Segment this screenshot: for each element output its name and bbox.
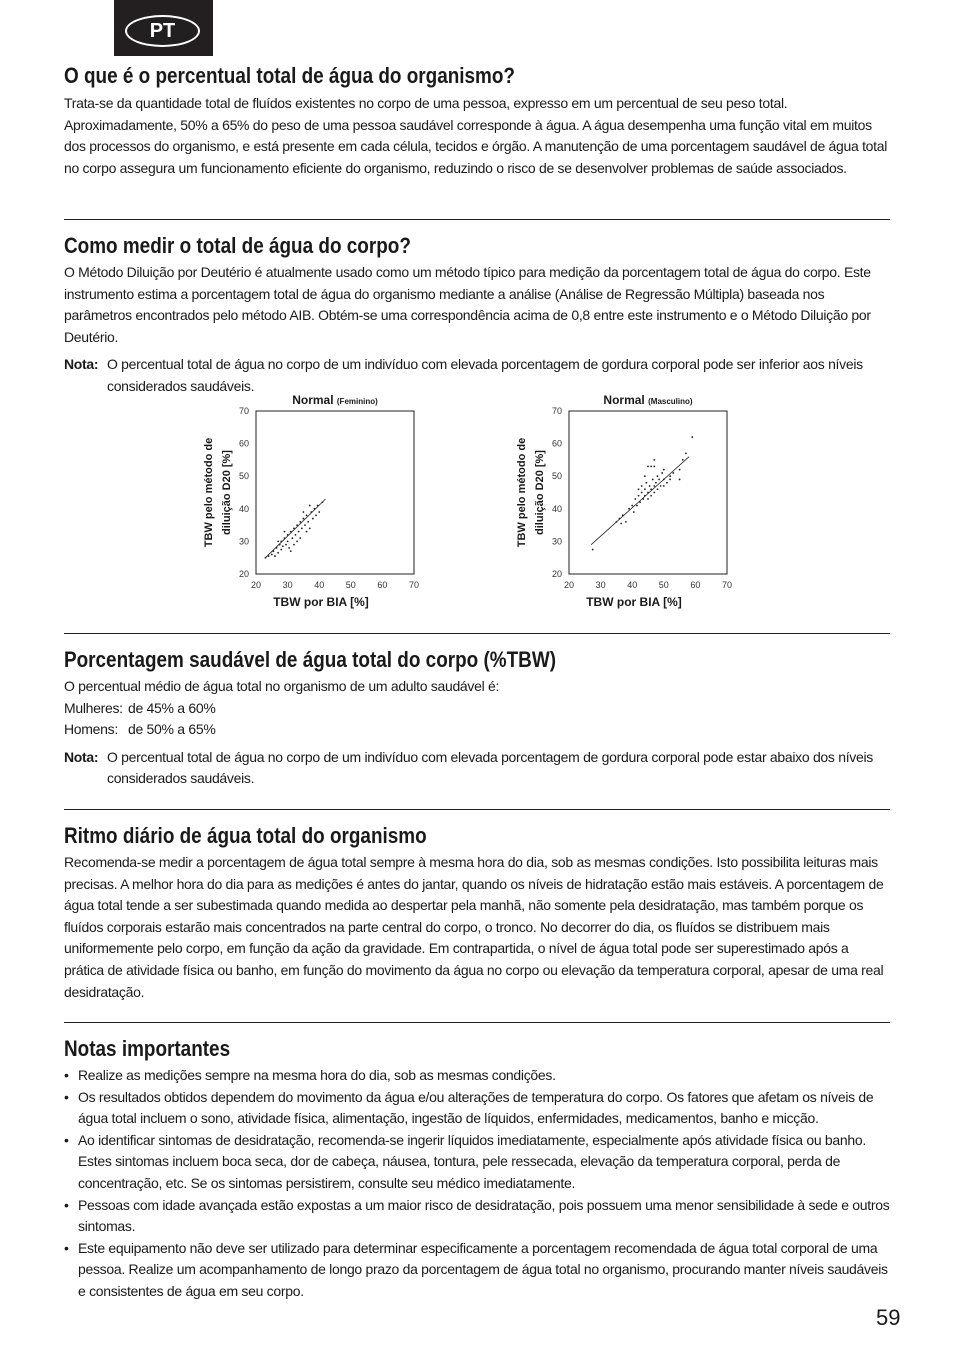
data-point [296, 524, 298, 526]
data-point [620, 523, 622, 525]
data-point [276, 547, 278, 549]
data-point [631, 505, 633, 507]
language-tag-label: PT [125, 15, 200, 47]
data-point [288, 547, 290, 549]
data-point [296, 541, 298, 543]
data-point [285, 544, 287, 546]
data-point [653, 485, 655, 487]
data-point [592, 549, 594, 551]
y-axis-label: TBW pelo método de [203, 437, 215, 548]
list-item-text: Os resultados obtidos dependem do movimento da água e/ou alterações de temperatura do corpo. Os fatores que afetam os níveis de água total incluem o sono, atividade física, alimentação, ingestão de líquidos, enfermidades, medicamentos, banho e micção. [78, 1088, 874, 1127]
list-item-text: Este equipamento não deve ser utilizado para determinar especificamente a porcentagem recomendada de água total corporal de uma pessoa. Realize um acompanhamento de longo prazo da porcentagem de água total no organismo, procurando manter níveis saudáveis e consistentes de água em seu corpo. [78, 1239, 888, 1299]
chart-subtitle: (Masculino) [648, 397, 693, 406]
bullet-icon: • [64, 1196, 69, 1213]
data-point [271, 554, 273, 556]
data-point [268, 555, 270, 557]
x-tick-label: 20 [250, 580, 262, 590]
data-point [691, 436, 693, 438]
data-point [679, 469, 681, 471]
data-point [619, 518, 621, 520]
regression-line [591, 457, 689, 545]
men-range [64, 719, 890, 741]
data-point [663, 469, 665, 471]
y-axis-label: diluição D20 [%] [534, 450, 546, 535]
y-tick-label: 60 [238, 438, 249, 449]
section-how-to-measure [64, 233, 890, 398]
data-point [669, 475, 671, 477]
data-point [669, 479, 671, 481]
data-point [649, 485, 651, 487]
y-tick-label: 40 [551, 503, 562, 514]
x-tick-label: 20 [563, 580, 575, 590]
data-point [655, 482, 657, 484]
note [64, 747, 890, 790]
data-point [658, 479, 660, 481]
data-point [277, 541, 279, 543]
data-point [660, 485, 662, 487]
chart-title-text: Normal [603, 393, 649, 407]
data-point [314, 508, 316, 510]
data-point [282, 545, 284, 547]
data-point [657, 475, 659, 477]
section-body: Trata-se da quantidade total de fluídos existentes no corpo de uma pessoa, expresso em um percentual de seu peso total. Aproximadamente, 50% a 65% do peso de uma pessoa saudável corresponde à água. A água desempenha uma função vital em muitos dos processos do organismo, e está presente em cada célula, tecidos e órgão. A manutenção de uma porcentagem saudável de água total no corpo assegura um funcionamento eficiente do organismo, reduzindo o risco de se desenvolver problemas de saúde associados. [64, 95, 888, 176]
chart-male [503, 388, 743, 616]
chart-title [603, 393, 692, 407]
note-text: O percentual total de água no corpo de um indivíduo com elevada porcentagem de gordura corporal pode ser inferior aos níveis considerados saudáveis. [107, 356, 863, 394]
divider [64, 809, 890, 810]
data-point [644, 475, 646, 477]
data-point [638, 488, 640, 490]
data-point [650, 466, 652, 468]
x-tick-label: 70 [721, 580, 733, 590]
data-point [303, 518, 305, 520]
data-point [641, 485, 643, 487]
data-point [317, 505, 319, 507]
section-important-notes [64, 1036, 890, 1303]
data-point [644, 488, 646, 490]
data-point [622, 514, 624, 516]
x-tick-label: 30 [282, 580, 293, 590]
page-number: 59 [876, 1305, 901, 1330]
chart-title-text: Normal [292, 393, 337, 407]
data-point [653, 466, 655, 468]
x-tick-label: 60 [377, 580, 388, 590]
data-point [647, 492, 649, 494]
list-item [64, 1087, 890, 1130]
data-point [284, 537, 286, 539]
data-point [310, 511, 312, 513]
data-point [279, 544, 281, 546]
y-axis-label: TBW pelo método de [516, 437, 528, 548]
y-tick-label: 70 [551, 406, 562, 416]
section-title: Como medir o total de água do corpo? [64, 233, 411, 258]
data-point [307, 521, 309, 523]
data-point [277, 552, 279, 554]
list-item-text: Pessoas com idade avançada estão expostas a um maior risco de desidratação, pois possuem uma menor sensibilidade à sede e outros sintomas. [78, 1196, 890, 1235]
data-point [663, 485, 665, 487]
data-point [304, 524, 306, 526]
data-point [291, 537, 293, 539]
chart-title [292, 393, 378, 407]
data-point [661, 472, 663, 474]
data-point [646, 482, 648, 484]
data-point [633, 511, 635, 513]
data-point [295, 534, 297, 536]
data-point [672, 472, 674, 474]
data-point [642, 498, 644, 500]
data-point [309, 505, 311, 507]
bullet-icon: • [64, 1239, 69, 1256]
data-point [306, 514, 308, 516]
bullet-icon: • [64, 1067, 69, 1083]
x-tick-label: 70 [408, 580, 420, 590]
note [64, 354, 890, 397]
data-point [666, 482, 668, 484]
women-value: de 45% a 60% [128, 699, 216, 716]
data-point [265, 557, 267, 559]
section-healthy-tbw [64, 647, 890, 790]
data-point [641, 492, 643, 494]
note-text: O percentual total de água no corpo de um indivíduo com elevada porcentagem de gordura corporal pode estar abaixo dos níveis considerados saudáveis. [107, 748, 873, 787]
data-point [280, 549, 282, 551]
plot-frame [256, 411, 414, 574]
data-point [644, 495, 646, 497]
bullet-icon: • [64, 1088, 69, 1105]
data-point [685, 452, 687, 454]
y-tick-label: 50 [238, 471, 249, 482]
y-tick-label: 20 [238, 569, 249, 579]
divider [64, 219, 890, 220]
section-title: Porcentagem saudável de água total do corpo (%TBW) [64, 647, 557, 672]
chart-subtitle: (Feminino) [336, 397, 378, 406]
y-tick-label: 50 [551, 471, 562, 482]
data-point [309, 527, 311, 529]
data-point [287, 541, 289, 543]
x-axis-label: TBW por BIA [%] [586, 595, 682, 609]
section-title: Ritmo diário de água total do organismo [64, 823, 427, 848]
note-label: Nota: [64, 748, 99, 765]
list-item-text: Realize as medições sempre na mesma hora do dia, sob as mesmas condições. [78, 1067, 556, 1083]
section-body: O Método Diluição por Deutério é atualmente usado como um método típico para medição da porcentagem total de água do corpo. Este instrumento estima a porcentagem total de água do organismo mediante a análise (Análise de Regressão Múltipla) baseada nos parâmetros encontrados pelo método AIB. Obtém-se uma correspondência acima de 0,8 entre este instrumento e o Método Diluição por Deutério. [64, 264, 871, 345]
data-point [293, 544, 295, 546]
section-body: Recomenda-se medir a porcentagem de água total sempre à mesma hora do dia, sob as mesmas condições. Isto possibilita leituras mais precisas. A melhor hora do dia para as medições é antes do jantar, quando os níveis de hidratação estão mais estáveis. A porcentagem de água total tende a ser subestimada quando medida ao despertar pela manhã, não somente pela desidratação, mas também porque os fluídos corporais estarão mais concentrados na parte central do corpo, o tronco. No decorrer do dia, os fluídos se distribuem mais uniformemente pelo corpo, em função da ação da gravidade. Em contrapartida, o nível de água total pode ser superestimado após a prática de atividade física ou banho, em função do movimento da água no corpo ou elevação da temperatura corporal, apesar de uma real desidratação. [64, 854, 884, 1000]
y-axis-label: diluição D20 [%] [221, 450, 233, 535]
data-point [652, 479, 654, 481]
x-tick-label: 50 [658, 580, 669, 590]
x-tick-label: 50 [345, 580, 356, 590]
data-point [318, 511, 320, 513]
data-point [636, 505, 638, 507]
divider [64, 633, 890, 634]
data-point [280, 541, 282, 543]
women-label: Mulheres: [64, 699, 123, 716]
notes-list [64, 1065, 890, 1303]
data-point [650, 495, 652, 497]
data-point [628, 508, 630, 510]
data-point [290, 550, 292, 552]
data-point [315, 514, 317, 516]
list-item [64, 1130, 890, 1195]
data-point [272, 550, 274, 552]
section-title: O que é o percentual total de água do organismo? [64, 63, 515, 88]
data-point [653, 492, 655, 494]
note-label: Nota: [64, 356, 99, 373]
x-tick-label: 60 [690, 580, 701, 590]
men-value: de 50% a 65% [128, 721, 216, 738]
men-label: Homens: [64, 721, 118, 738]
data-point [303, 511, 305, 513]
women-range [64, 698, 890, 720]
data-point [299, 521, 301, 523]
bullet-icon: • [64, 1131, 69, 1148]
data-point [301, 527, 303, 529]
section-intro: O percentual médio de água total no organismo de um adulto saudável é: [64, 678, 500, 694]
x-axis-label: TBW por BIA [%] [273, 595, 369, 609]
list-item [64, 1195, 890, 1238]
data-point [647, 466, 649, 468]
data-point [290, 531, 292, 533]
y-tick-label: 30 [238, 536, 249, 547]
data-point [321, 501, 323, 503]
data-point [647, 498, 649, 500]
data-point [682, 459, 684, 461]
x-tick-label: 40 [314, 580, 325, 590]
section-what-is-tbw [64, 63, 890, 179]
data-point [274, 555, 276, 557]
data-point [657, 488, 659, 490]
data-point [616, 521, 618, 523]
regression-line [265, 499, 325, 558]
section-title: Notas importantes [64, 1036, 231, 1061]
data-point [306, 531, 308, 533]
data-point [312, 518, 314, 520]
list-item-text: Ao identificar sintomas de desidratação, recomenda-se ingerir líquidos imediatamente, especialmente após atividade física ou banho. Estes sintomas incluem boca seca, dor de cabeça, náusea, tontura, pele ressecada, elevação da temperatura corporal, perda de concentração, etc. Se os sintomas persistirem, consulte seu médico imediatamente. [78, 1131, 866, 1191]
divider [64, 1022, 890, 1023]
data-point [679, 479, 681, 481]
y-tick-label: 30 [551, 536, 562, 547]
data-point [634, 498, 636, 500]
y-tick-label: 40 [238, 503, 249, 514]
y-tick-label: 20 [551, 569, 562, 579]
data-point [293, 527, 295, 529]
data-point [625, 521, 627, 523]
x-tick-label: 40 [627, 580, 638, 590]
data-point [650, 488, 652, 490]
list-item [64, 1238, 890, 1303]
data-point [284, 531, 286, 533]
data-point [299, 537, 301, 539]
data-point [298, 531, 300, 533]
list-item [64, 1065, 890, 1087]
y-tick-label: 60 [551, 438, 562, 449]
language-tag [114, 0, 213, 56]
data-point [653, 459, 655, 461]
data-point [639, 501, 641, 503]
chart-female [190, 388, 430, 616]
y-tick-label: 70 [238, 406, 249, 416]
data-point [663, 479, 665, 481]
section-daily-rhythm [64, 823, 890, 1003]
data-point [638, 495, 640, 497]
x-tick-label: 30 [595, 580, 606, 590]
data-point [287, 534, 289, 536]
